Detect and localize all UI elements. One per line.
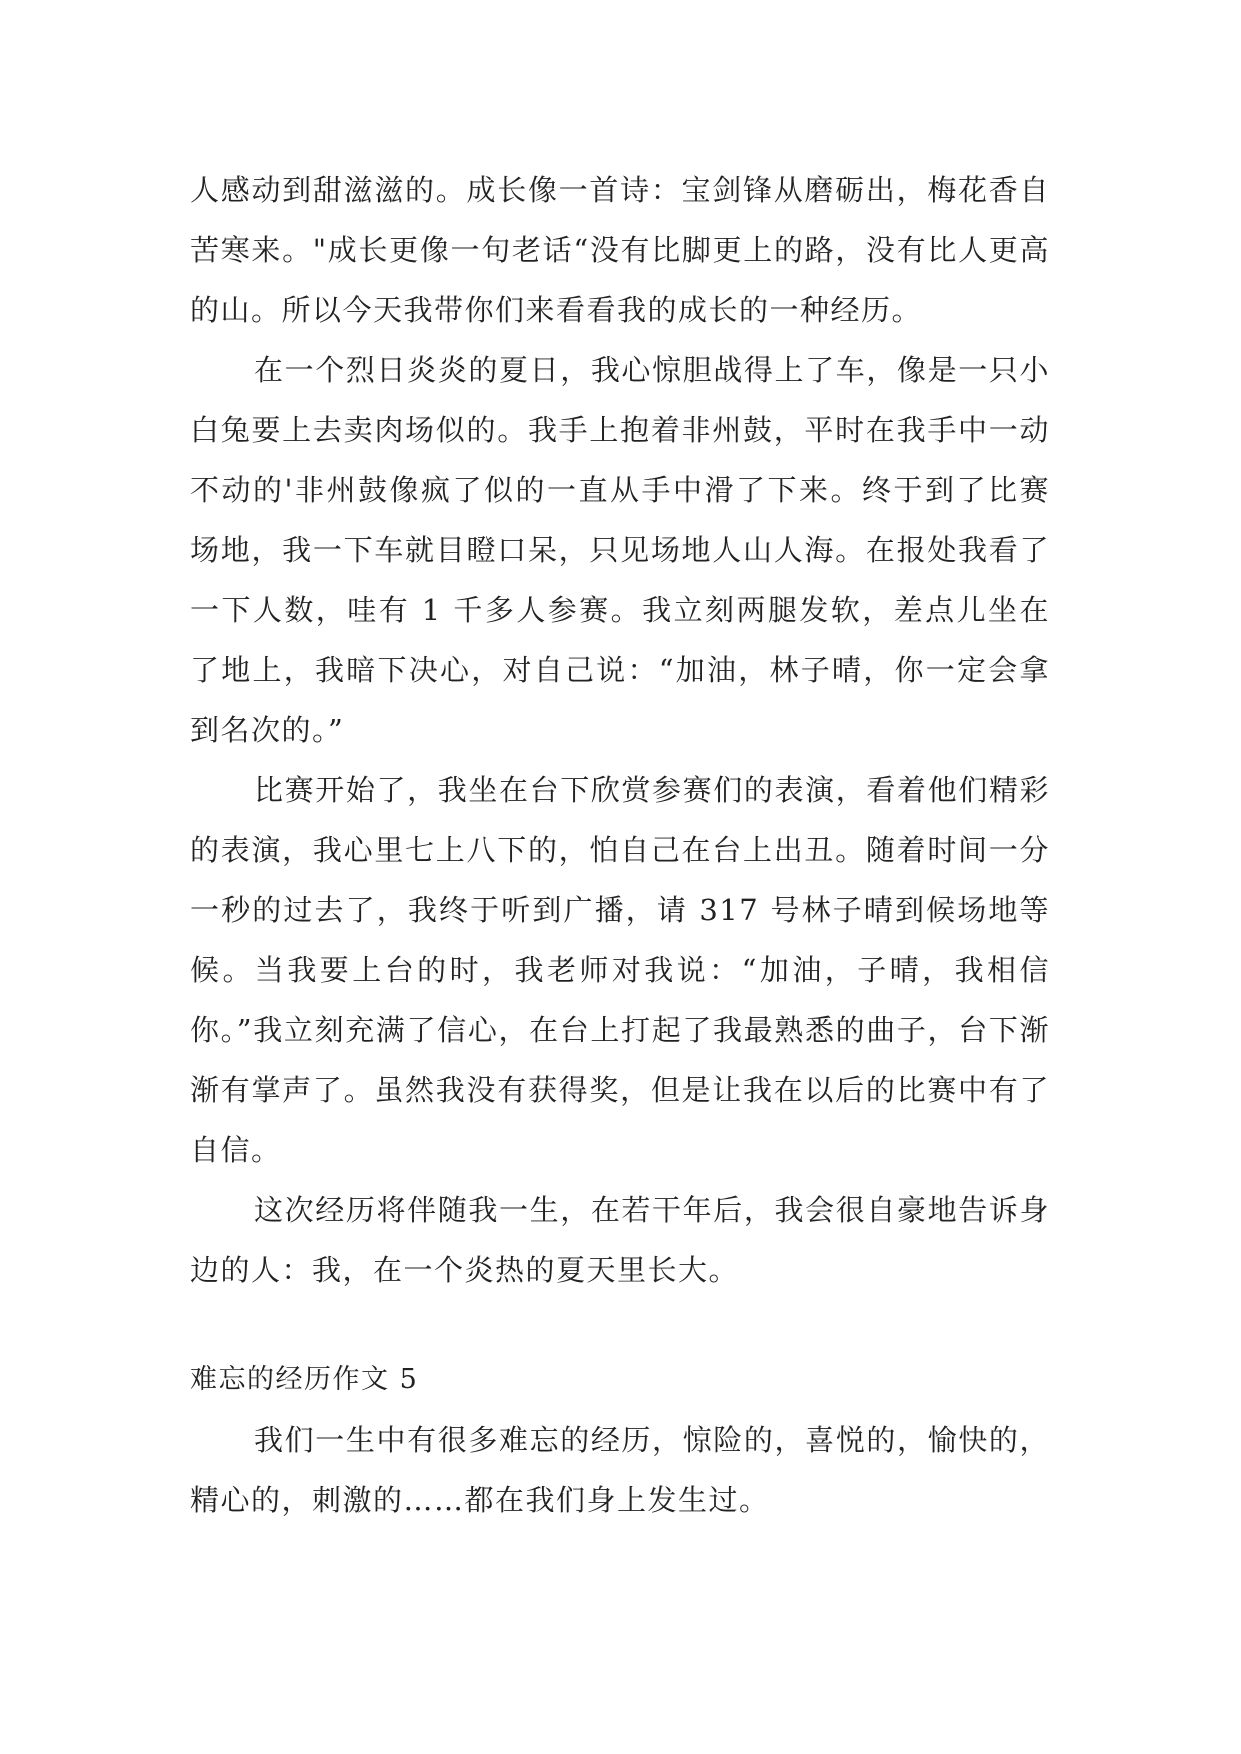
paragraph-4: 这次经历将伴随我一生，在若干年后，我会很自豪地告诉身边的人：我，在一个炎热的夏天里长大。 bbox=[190, 1193, 1050, 1287]
section-heading: 难忘的经历作文 5 bbox=[190, 1364, 419, 1395]
paragraph-2: 在一个烈日炎炎的夏日，我心惊胆战得上了车，像是一只小白兔要上去卖肉场似的。我手上抱着非州鼓，平时在我手中一动不动的'非州鼓像疯了似的一直从手中滑了下来。终于到了比赛场地，我一下车就目瞪口呆，只见场地人山人海。在报处我看了一下人数，哇有 1 千多人参赛。我立刻两腿发软，差点儿坐在了地上，我暗下决心，对自己说：“加油，林子晴，你一定会拿到名次的。” bbox=[190, 353, 1050, 747]
paragraph-1: 人感动到甜滋滋的。成长像一首诗：宝剑锋从磨砺出，梅花香自苦寒来。"成长更像一句老话“没有比脚更上的路，没有比人更高的山。所以今天我带你们来看看我的成长的一种经历。 bbox=[190, 173, 1050, 327]
document-page bbox=[190, 160, 1050, 1530]
paragraph-5: 我们一生中有很多难忘的经历，惊险的，喜悦的，愉快的，精心的，刺激的……都在我们身上发生过。 bbox=[190, 1423, 1050, 1517]
paragraph-3: 比赛开始了，我坐在台下欣赏参赛们的表演，看着他们精彩的表演，我心里七上八下的，怕自己在台上出丑。随着时间一分一秒的过去了，我终于听到广播，请 317 号林子晴到候场地等候。当我要上台的时，我老师对我说：“加油，子晴，我相信你。”我立刻充满了信心，在台上打起了我最熟悉的曲子，台下渐渐有掌声了。虽然我没有获得奖，但是让我在以后的比赛中有了自信。 bbox=[190, 773, 1050, 1167]
